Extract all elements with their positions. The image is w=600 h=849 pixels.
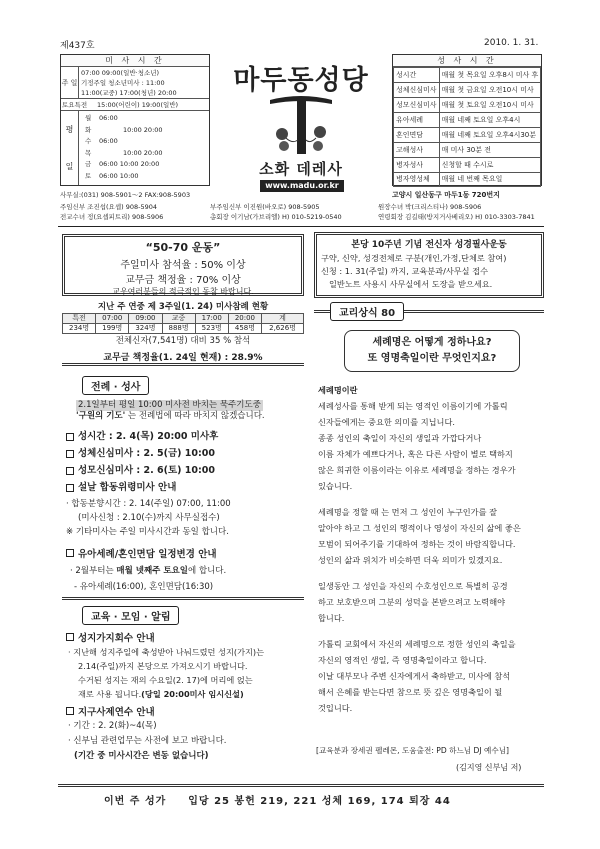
weekday-times: 10:00 20:00 — [123, 148, 163, 157]
contact-item: 부주임신부 이진원(바오로) 908-5905 — [210, 203, 320, 211]
retreat-title: 지구사제연수 안내 — [78, 707, 155, 718]
liturgy-item — [66, 479, 302, 496]
doctrine-paragraph-line: 성인의 삶과 위치가 비슷하면 더욱 의미가 있겠지요. — [318, 555, 503, 565]
baptism-line: · 2월부터는 — [70, 566, 117, 576]
campaign-note: 교우여러분들의 적극적인 동참 바랍니다. — [112, 287, 254, 296]
attendance-total: 전체신자(7,541명) 대비 35 % 참석 — [115, 336, 251, 346]
attendance-header: 20:00 — [228, 314, 261, 324]
liturgy-item-title: 성모신심미사 : 2. 6(토) 10:00 — [78, 465, 216, 476]
weekday-times: 06:00 — [99, 114, 118, 122]
palm-line: 수거된 성지는 재의 수요일(2. 17)에 머리에 얹는 — [78, 675, 253, 685]
issue-date: 2010. 1. 31. — [484, 38, 539, 48]
doctrine-paragraph-line: 신자들에게는 중요한 의미를 지닙니다. — [318, 417, 455, 427]
saturday-times: 15:00(어린이) 19:00(일반) — [97, 101, 179, 109]
liturgy-tag: 전례 · 성사 — [82, 376, 149, 395]
baptism-title: 유아세례/혼인면담 일정변경 안내 — [78, 549, 217, 560]
seollal-line: (미사신청 : 2.10(수)까지 사무실접수) — [78, 513, 220, 523]
bible-line: 구약, 신약, 성경전체로 구분(개인,가정,단체로 참여) — [321, 253, 507, 263]
weekday-times: 06:00 10:00 20:00 — [99, 160, 160, 168]
sunday-label: 주 일 — [61, 67, 79, 98]
sacrament-time: 매월 첫 토요일 오전10시 미사 — [439, 98, 541, 113]
doctrine-question-box — [344, 330, 520, 372]
sacrament-name: 혼인면담 — [394, 128, 440, 143]
doctrine-paragraph-line: 종종 성인의 축일이 자신의 생일과 가깝다거나 — [318, 433, 482, 443]
attendance-value: 523명 — [195, 324, 228, 334]
retreat-note: (기간 중 미사시간은 변동 없습니다) — [74, 751, 209, 761]
footer-divider — [58, 784, 544, 787]
doctrine-tag-wrap — [330, 302, 404, 321]
doctrine-paragraph-line: 알아야 하고 그 성인의 행적이나 영성이 자신의 삶에 좋은 — [318, 523, 521, 533]
liturgy-item-title: 성시간 : 2. 4(목) 20:00 미사후 — [78, 431, 219, 442]
sacrament-time: 매월 첫 목요일 오후8시 미사 후 — [439, 68, 541, 83]
doctrine-paragraph-line: 가톨릭 교회에서 자신의 세례명으로 정한 성인의 축일을 — [318, 639, 516, 649]
liturgy-item — [66, 445, 302, 462]
attendance-header: 특전 — [63, 314, 96, 324]
campaign-title: “50-70 운동” — [145, 241, 221, 254]
doctrine-paragraph-line: 합니다. — [318, 613, 345, 623]
sacrament-time: 매 미사 30분 전 — [439, 143, 541, 158]
header-divider — [58, 226, 544, 227]
sunday-line: 기정주일 청소년미사 : 11:00 — [81, 79, 165, 87]
checkbox-icon — [66, 433, 74, 441]
attendance-value: 2,626명 — [262, 324, 304, 334]
weekday-label: 평 — [65, 125, 74, 134]
attendance-value: 324명 — [129, 324, 162, 334]
doctrine-source: [교육분과 장세권 펠레몬, 도움출전: PD 하느님 DJ 예수님] — [316, 746, 510, 755]
weekday-day: 화 — [85, 125, 92, 134]
attendance-title: 지난 주 연중 제 3주일(1. 24) 미사참례 현황 — [97, 302, 269, 312]
sacrament-time: 매월 첫 금요일 오전10시 미사 — [439, 83, 541, 98]
doctrine-paragraph-line: 있습니다. — [318, 481, 353, 491]
doctrine-paragraph-line: 일생동안 그 성인을 자신의 수호성인으로 특별히 공경 — [318, 581, 508, 591]
bible-line: 신청 : 1. 31(주일) 까지, 교육분과/사무실 접수 — [321, 266, 488, 276]
checkbox-icon — [66, 467, 74, 475]
weekday-day: 목 — [85, 148, 92, 157]
attendance-header: 17:00 — [195, 314, 228, 324]
attendance-value: 888명 — [162, 324, 195, 334]
weekday-day: 토 — [85, 171, 92, 180]
liturgy-item-title: 성체신심미사 : 2. 5(금) 10:00 — [78, 448, 216, 459]
weekday-day: 수 — [85, 137, 92, 145]
education-divider — [62, 597, 304, 600]
attendance-header: 교중 — [162, 314, 195, 324]
sacrament-times-table — [392, 54, 542, 186]
doctrine-paragraph-line: 세례성사를 통해 받게 되는 영적인 이름이기에 가톨릭 — [318, 401, 508, 411]
checkbox-icon — [66, 707, 74, 715]
palm-line: 2.14(주일)까지 본당으로 가져오시기 바랍니다. — [78, 661, 248, 671]
education-tag-wrap — [82, 606, 179, 625]
contact-item: 총회장 이기남(가브리엘) H) 010-5219-0540 — [210, 213, 342, 221]
bible-title: 본당 10주년 기념 전신자 성경필사운동 — [351, 240, 507, 250]
mass-times-table — [60, 54, 210, 186]
attendance-table — [62, 313, 304, 334]
sacrament-name: 성시간 — [394, 68, 440, 83]
weekday-times: 06:00 10:00 — [99, 171, 139, 180]
campaign-box — [62, 234, 304, 296]
baptism-emph: 매월 넷째주 토요일 — [116, 566, 188, 576]
palm-line: · 지난해 성지주일에 축성받아 나눠드렸던 성지(가지)는 — [68, 647, 265, 657]
retreat-line: · 기간 : 2. 2(화)~4(목) — [68, 721, 157, 731]
checkbox-icon — [66, 633, 74, 641]
weekday-label: 일 — [65, 162, 74, 171]
attendance-value: 199명 — [96, 324, 129, 334]
doctrine-paragraph-line: 이날 대부모나 주변 신자에게서 축하받고, 미사에 참석 — [318, 671, 511, 681]
cross-rose-icon — [262, 94, 340, 156]
contact-item: 원장수녀 박(크리스티나) 908-5906 — [378, 203, 482, 211]
attendance-header: 09:00 — [129, 314, 162, 324]
parish-name: 마두동성당 — [233, 65, 369, 96]
sacrament-name: 성모신심미사 — [394, 98, 440, 113]
baptism-item — [66, 546, 217, 560]
retreat-item — [66, 704, 155, 718]
contact-item: 전교수녀 정(요셉피트리) 908-5906 — [60, 213, 164, 221]
campaign-line: 교무금 책정율 : 70% 이상 — [125, 275, 241, 286]
sacrament-name: 병자성사 — [394, 158, 440, 173]
tithe-rate: 교무금 책정율(1. 24일 현재) : 28.9% — [103, 353, 263, 363]
seollal-line: ※ 기타미사는 주일 미사시간과 동일 합니다. — [66, 527, 229, 537]
bible-line: 일반노트 사용시 사무실에서 도장을 받으세요. — [329, 279, 493, 289]
baptism-line: 에 합니다. — [187, 566, 227, 576]
attendance-value: 458명 — [228, 324, 261, 334]
sacrament-time: 신청할 때 수시로 — [439, 158, 541, 173]
sunday-line: 07:00 09:00(일반·청소년) — [81, 69, 160, 77]
weekday-times: 10:00 20:00 — [123, 125, 163, 134]
seollal-line: · 합동분향시간 : 2. 14(주일) 07:00, 11:00 — [66, 499, 231, 509]
sacrament-name: 유아세례 — [394, 113, 440, 128]
doctrine-paragraph-line: 세례명이란 — [318, 385, 358, 395]
bible-campaign-box — [314, 232, 544, 298]
baptism-times: - 유아세례(16:00), 혼인면담(16:30) — [74, 582, 214, 592]
issue-number: 제437호 — [60, 41, 95, 51]
hymn-list: 입당 25 봉헌 219, 221 성체 169, 174 퇴장 44 — [188, 796, 451, 807]
weekday-day: 월 — [85, 114, 92, 122]
education-tag: 교육 · 모임 · 알림 — [82, 606, 179, 625]
contact-item: 주임신부 조진섭(요셉) 908-5904 — [60, 203, 158, 211]
sacrament-title: 성 사 시 간 — [393, 55, 541, 67]
checkbox-icon — [66, 450, 74, 458]
parish-website[interactable]: www.madu.or.kr — [260, 180, 344, 192]
mass-times-title: 미 사 시 간 — [61, 55, 209, 67]
sacrament-time: 매월 네째 토요일 오후4시30분 — [439, 128, 541, 143]
sunday-line: 11:00(교중) 17:00(청년) 20:00 — [81, 89, 177, 97]
weekday-day: 금 — [85, 160, 92, 168]
liturgy-item — [66, 428, 302, 445]
doctrine-body — [318, 382, 544, 716]
palm-title: 성지가지회수 안내 — [78, 633, 155, 644]
sacrament-time: 매월 네째 토요일 오후4시 — [439, 113, 541, 128]
parish-patron: 소화 데레사 — [259, 160, 343, 178]
palm-item — [66, 630, 155, 644]
campaign-line: 주일미사 참석율 : 50% 이상 — [120, 260, 246, 271]
doctrine-paragraph-line: 이름 자체가 예쁘다거나, 혹은 다른 사람이 별로 택하지 — [318, 449, 513, 459]
weekday-times: 06:00 — [99, 137, 118, 145]
doctrine-question: 세례명은 어떻게 정하나요? — [372, 337, 492, 348]
doctrine-question: 또 영명축일이란 무엇인지요? — [367, 353, 497, 364]
hymn-label: 이번 주 성가 — [104, 796, 167, 807]
palm-note: (당일 20:00미사 임시신설) — [141, 689, 244, 699]
sacrament-time: 매월 네 번째 목요일 — [439, 173, 541, 187]
checkbox-icon — [66, 484, 74, 492]
attendance-value: 234명 — [63, 324, 96, 334]
liturgy-intro-line: 는 전례법에 따라 바치지 않겠습니다. — [125, 411, 265, 421]
attendance-header: 07:00 — [96, 314, 129, 324]
doctrine-tag: 교리상식 80 — [330, 302, 404, 321]
doctrine-paragraph-line: 자신의 영적인 생일, 즉 영명축일이라고 합니다. — [318, 655, 487, 665]
sacrament-name: 병자영성체 — [394, 173, 440, 187]
liturgy-intro-line: 2.1일부터 평일 10:00 미사전 바치는 묵주기도중 — [78, 400, 261, 410]
doctrine-paragraph-line: 세례명을 정할 때 는 먼저 그 성인이 누구인가를 잘 — [318, 507, 498, 517]
doctrine-author: (김지영 신부님 저) — [456, 763, 522, 772]
sacrament-name: 성체신심미사 — [394, 83, 440, 98]
doctrine-paragraph-line: 해서 은혜를 받는다면 참으로 뜻 깊은 영명축일이 될 — [318, 687, 503, 697]
office-phone: 사무실:(031) 908-5901～2 FAX:908-5903 — [60, 191, 191, 199]
liturgy-item — [66, 462, 302, 479]
retreat-line: · 신부님 관련업무는 사전에 보고 바랍니다. — [68, 736, 227, 746]
doctrine-paragraph-line: 모범이 되어주기를 기대하여 정하는 것이 바람직합니다. — [318, 539, 516, 549]
checkbox-icon — [66, 549, 74, 557]
palm-line: 재로 사용 됩니다. — [78, 689, 142, 699]
contact-list — [60, 202, 542, 222]
liturgy-tag-wrap — [82, 376, 149, 395]
attendance-header: 계 — [262, 314, 304, 324]
sacrament-name: 고해성사 — [394, 143, 440, 158]
hymn-footer — [104, 792, 451, 807]
liturgy-intro-emph: '구원의 기도' — [76, 411, 126, 421]
liturgy-item-title: 설날 합동위령미사 안내 — [78, 482, 177, 493]
contact-item: 연령회장 김길태(방지거사베리오) H) 010-3303-7841 — [378, 213, 535, 221]
doctrine-paragraph-line: 않은 희귀한 이름이라는 이유로 세례명을 정하는 경우가 — [318, 465, 516, 475]
doctrine-paragraph-line: 하고 보호받으며 그분의 성덕을 본받으려고 노력해야 — [318, 597, 506, 607]
doctrine-paragraph-line: 것입니다. — [318, 703, 353, 713]
parish-address: 고양시 일산동구 마두1동 720번지 — [392, 191, 500, 199]
saturday-label: 토요특전 — [62, 101, 88, 109]
